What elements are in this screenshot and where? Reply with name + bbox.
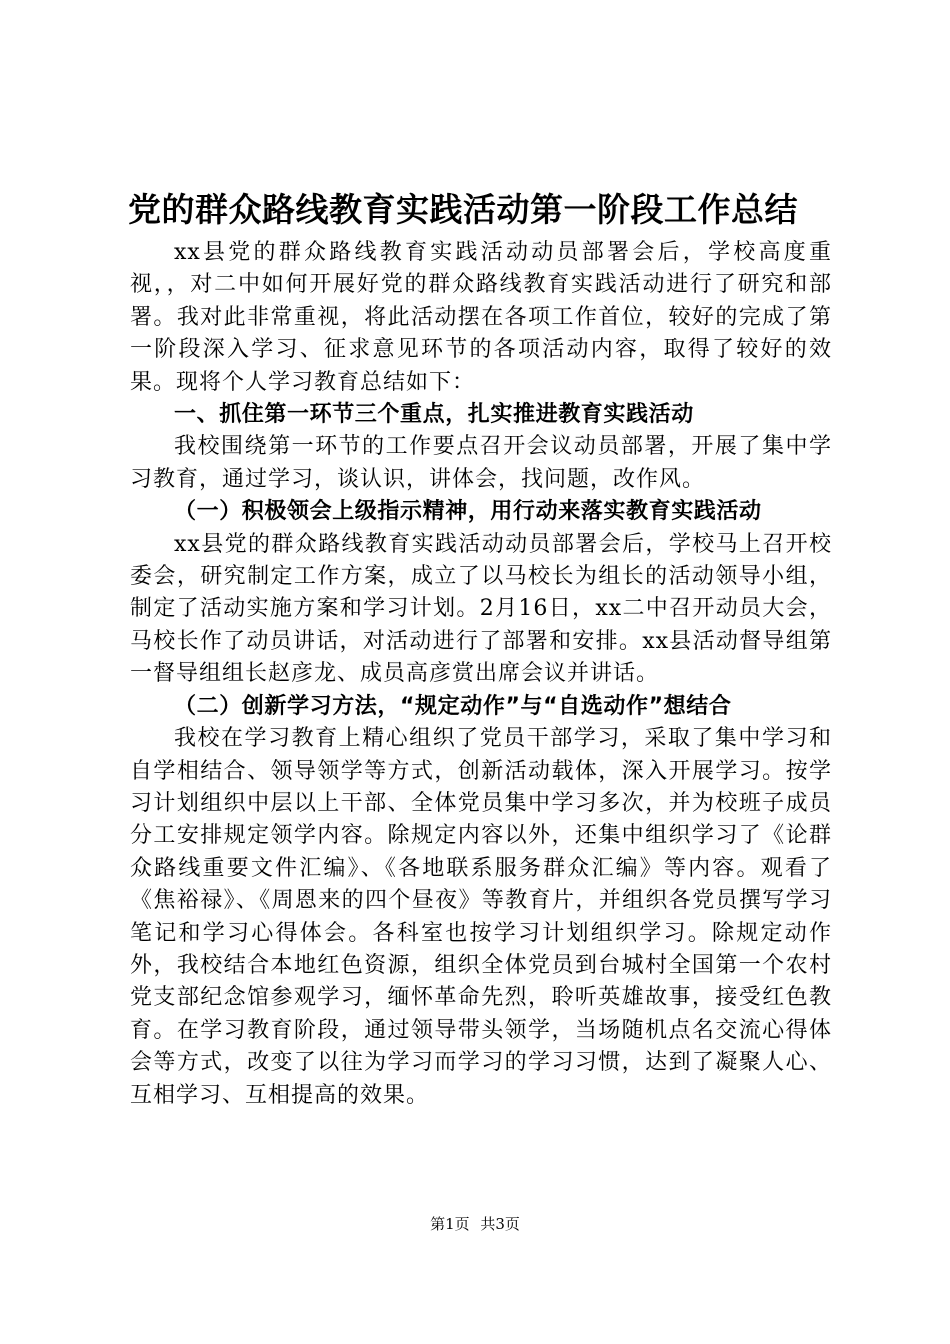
page-footer — [0, 1214, 950, 1234]
page-number: 第1页 — [430, 1215, 470, 1233]
subsection-heading-2: （二）创新学习方法，“规定动作”与“自选动作”想结合 — [174, 693, 732, 719]
section-heading-1: 一、抓住第一环节三个重点，扎实推进教育实践活动 — [174, 402, 694, 428]
section-1-paragraph: 我校围绕第一环节的工作要点召开会议动员部署，开展了集中学习教育，通过学习，谈认识，讲体会，找问题，改作风。 — [130, 434, 832, 492]
page-total: 共3页 — [480, 1215, 520, 1233]
document-body — [130, 237, 832, 1112]
document-title: 党的群众路线教育实践活动第一阶段工作总结 — [128, 190, 798, 229]
intro-paragraph: xx县党的群众路线教育实践活动动员部署会后，学校高度重视，，对二中如何开展好党的群众路线教育实践活动进行了研究和部署。我对此非常重视，将此活动摆在各项工作首位，较好的完成了第一阶段深入学习、征求意见环节的各项活动内容，取得了较好的效果。现将个人学习教育总结如下： — [130, 240, 832, 395]
subsection-1-paragraph: xx县党的群众路线教育实践活动动员部署会后，学校马上召开校委会，研究制定工作方案，成立了以马校长为组长的活动领导小组，制定了活动实施方案和学习计划。2月16日，xx二中召开动员大会，马校长作了动员讲话，对活动进行了部署和安排。xx县活动督导组第一督导组组长赵彦龙、成员高彦赏出席会议并讲话。 — [130, 531, 832, 687]
subsection-2-paragraph: 我校在学习教育上精心组织了党员干部学习，采取了集中学习和自学相结合、领导领学等方式，创新活动载体，深入开展学习。按学习计划组织中层以上干部、全体党员集中学习多次，并为校班子成员分工安排规定领学内容。除规定内容以外，还集中组织学习了《论群众路线重要文件汇编》、《各地联系服务群众汇编》等内容。观看了《焦裕禄》、《周恩来的四个昼夜》等教育片，并组织各党员撰写学习笔记和学习心得体会。各科室也按学习计划组织学习。除规定动作外，我校结合本地红色资源，组织全体党员到台城村全国第一个农村党支部纪念馆参观学习，缅怀革命先烈，聆听英雄故事，接受红色教育。在学习教育阶段，通过领导带头领学，当场随机点名交流心得体会等方式，改变了以往为学习而学习的学习习惯，达到了凝聚人心、互相学习、互相提高的效果。 — [130, 726, 832, 1108]
subsection-heading-1: （一）积极领会上级指示精神，用行动来落实教育实践活动 — [174, 499, 762, 525]
